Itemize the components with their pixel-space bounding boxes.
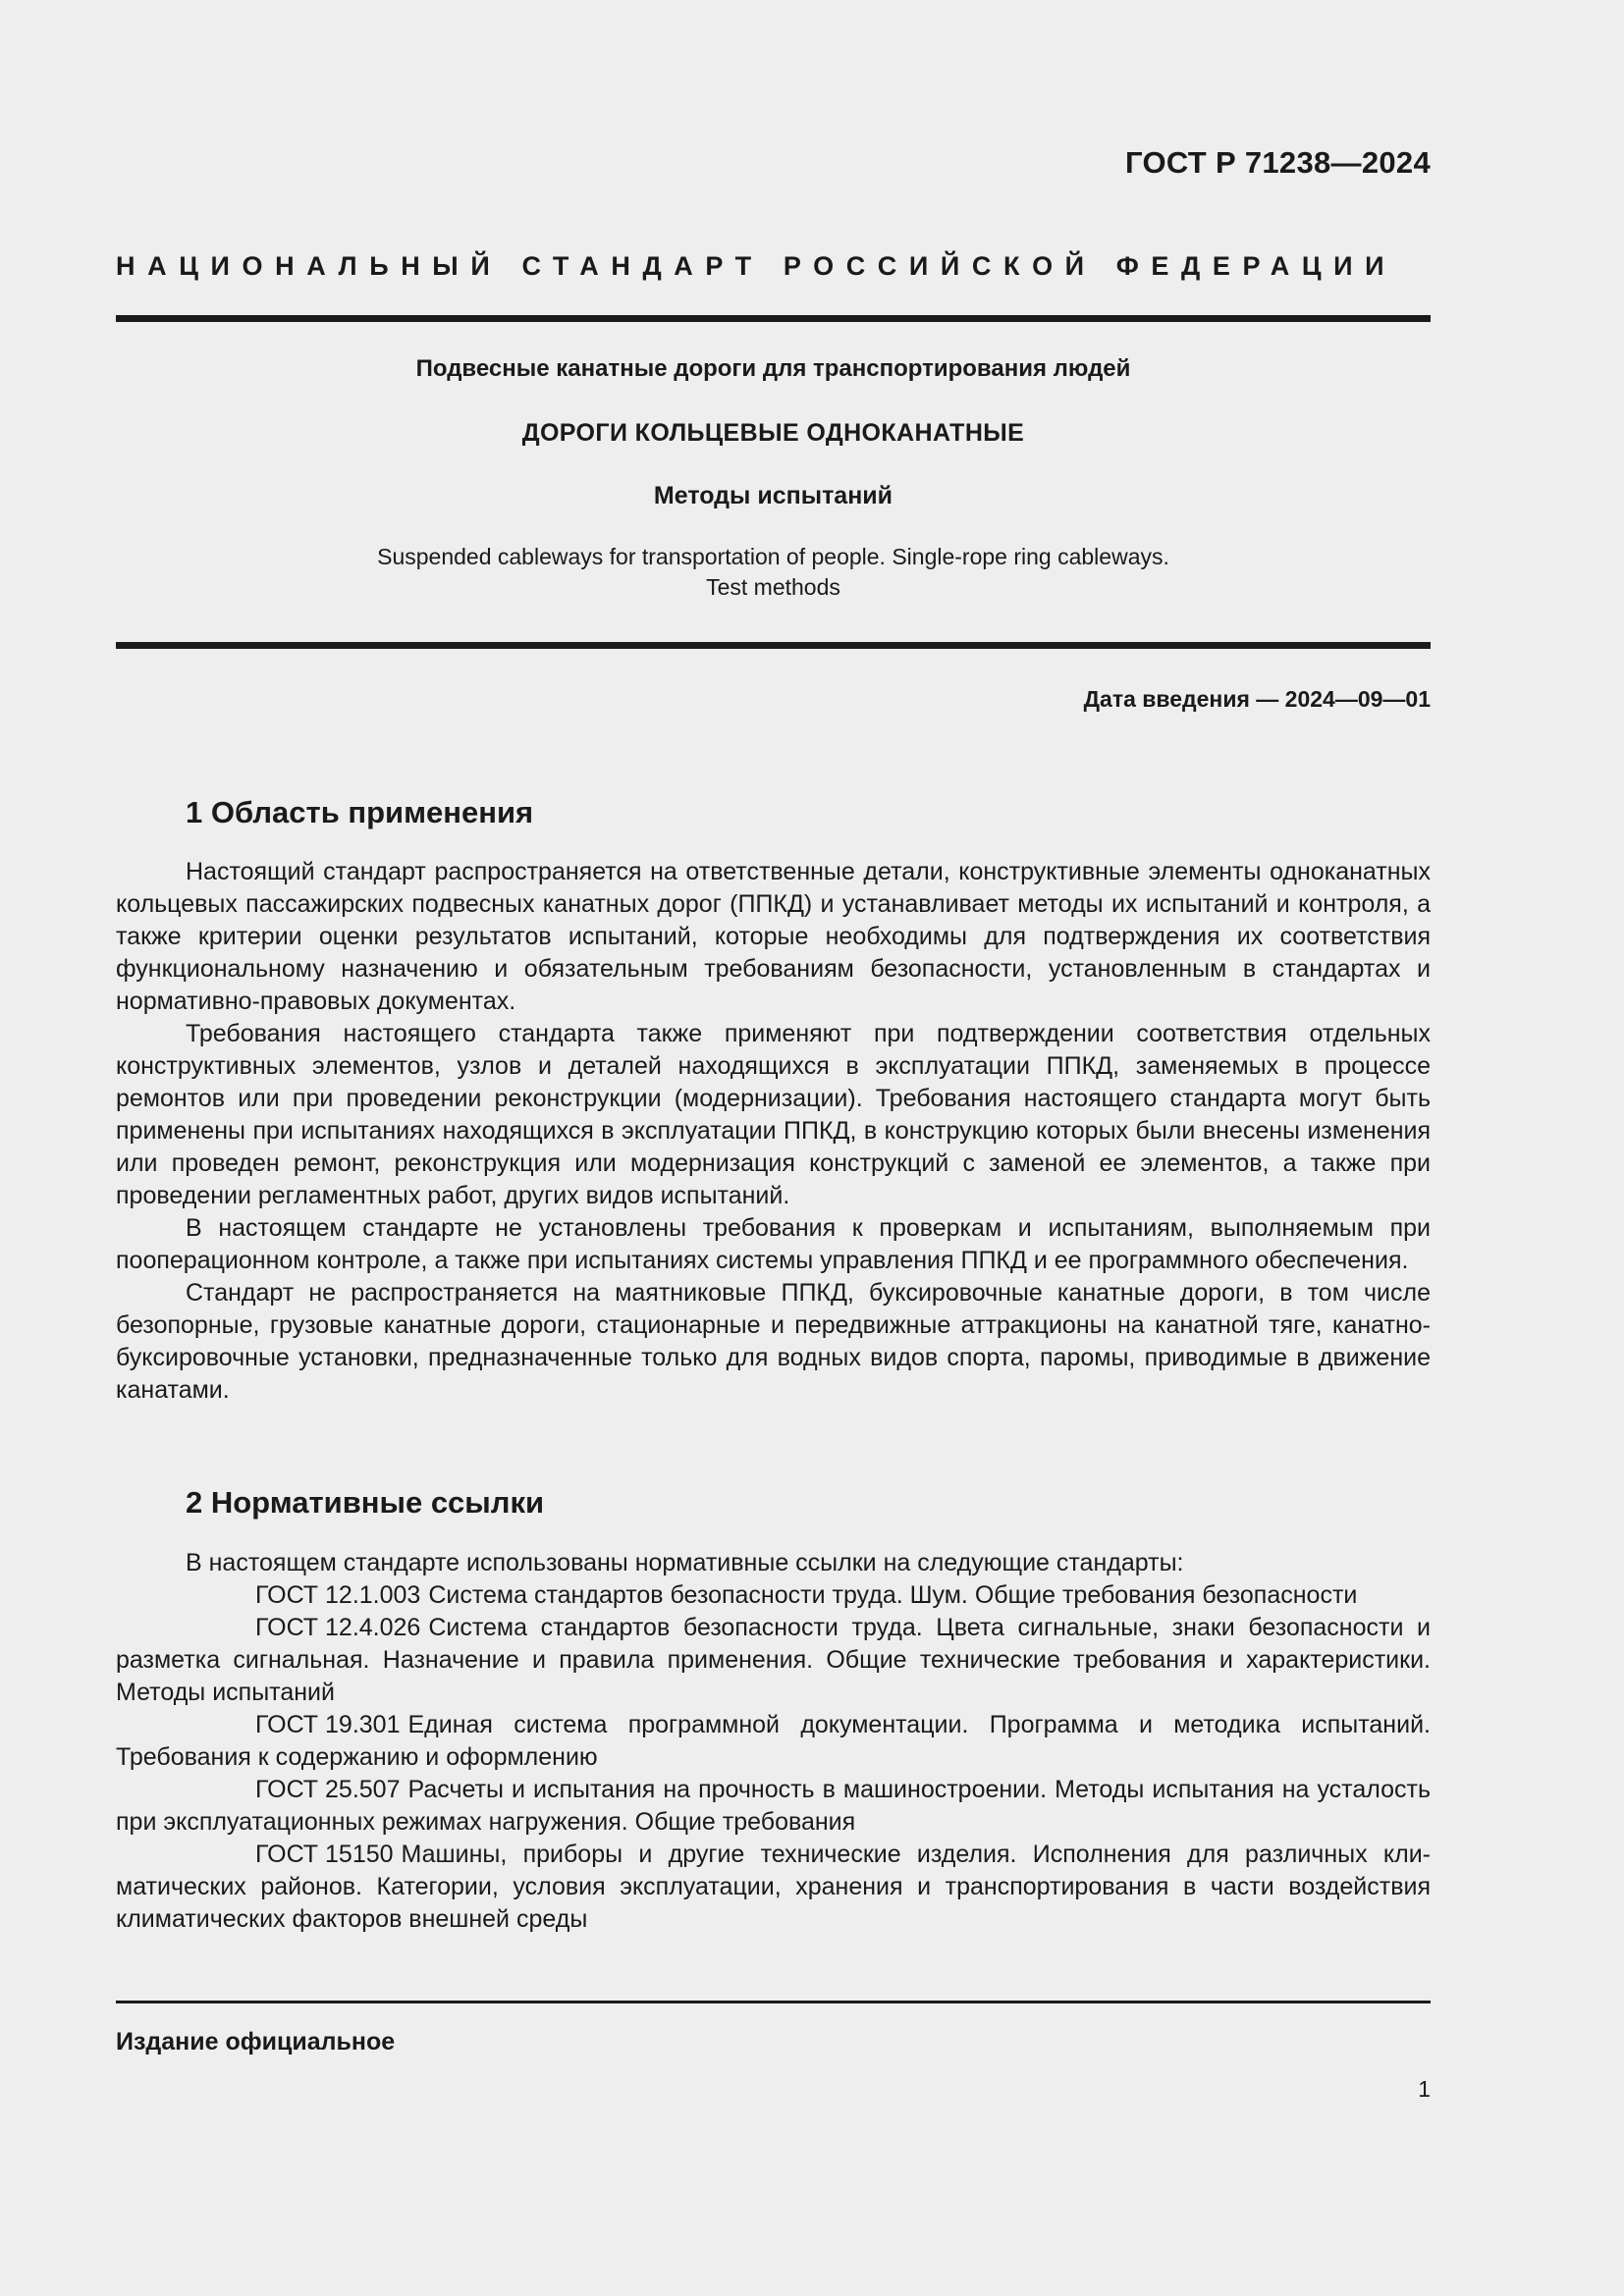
reference-title: Машины, приборы и другие технические изделия. Исполнения для различных климатических районов. Категории, условия эксплуатации, хранения и транспортирования в части воздействия климатических факторов внешней среды bbox=[116, 1841, 1431, 1933]
reference-code: ГОСТ 12.4.026 bbox=[255, 1614, 421, 1641]
reference-item bbox=[116, 1612, 1431, 1709]
section-1-heading: 1 Область применения bbox=[186, 795, 534, 829]
reference-code: ГОСТ 19.301 bbox=[255, 1711, 401, 1738]
header-divider-top bbox=[116, 315, 1431, 322]
reference-title: Единая система программной документации. Программа и методика испытаний. Требования к содержанию и оформлению bbox=[116, 1711, 1431, 1771]
section-1-paragraph: Требования настоящего стандарта также применяют при подтверждении соответствия отдельных конструктивных элементов, узлов и деталей находящихся в эксплуатации ППКД, заменяемых в процессе ремонтов или при проведении реконструкции (модернизации). Требования настоящего стандарта могут быть применены при испытаниях находящихся в эксплуатации ППКД, в конструкцию которых были внесены изменения или проведен ремонт, реконструкция или модернизация конструкций с заменой ее элементов, а также при проведении регламентных работ, других видов испытаний. bbox=[116, 1020, 1431, 1209]
title-english-line-2: Test methods bbox=[706, 574, 840, 600]
reference-title: Система стандартов безопасности труда. Цвета сигнальные, знаки безопасности и разметка сигнальная. Назначение и правила применения. Общие технические требования и характеристики. Методы испытаний bbox=[116, 1614, 1431, 1706]
introduction-date: Дата введения — 2024—09—01 bbox=[1083, 686, 1431, 712]
section-1-paragraph: Стандарт не распространяется на маятниковые ППКД, буксировочные канатные дороги, в том числе безопорные, грузовые канатные дороги, стационарные и передвижные аттракционы на канатной тяге, канатно-буксировочные установки, предназначенные только для водных видов спорта, паромы, приводимые в движение канатами. bbox=[116, 1279, 1431, 1404]
reference-code: ГОСТ 25.507 bbox=[255, 1776, 401, 1803]
section-2-intro: В настоящем стандарте использованы нормативные ссылки на следующие стандарты: bbox=[186, 1549, 1184, 1576]
reference-item bbox=[116, 1579, 1431, 1612]
title-subtitle: Методы испытаний bbox=[653, 482, 893, 509]
reference-code: ГОСТ 12.1.003 bbox=[255, 1581, 421, 1609]
section-1-paragraph: Настоящий стандарт распространяется на ответственные детали, конструктивные элементы одноканатных кольцевых пассажирских подвесных канатных дорог (ППКД) и устанавливает методы их испытаний и контроля, а также критерии оценки результатов испытаний, которые необходимы для подтверждения их соответствия функциональному назначению и обязательным требованиям безопасности, установленным в стандартах и нормативно-правовых документах. bbox=[116, 858, 1431, 1015]
reference-code: ГОСТ 15150 bbox=[255, 1841, 394, 1868]
national-standard-title: НАЦИОНАЛЬНЫЙ СТАНДАРТ РОССИЙСКОЙ ФЕДЕРАЦИИ bbox=[116, 251, 1397, 281]
section-1-body bbox=[116, 856, 1431, 1407]
title-english-line-1: Suspended cableways for transportation of people. Single-rope ring cableways. bbox=[377, 544, 1169, 569]
standard-number: ГОСТ Р 71238—2024 bbox=[1125, 145, 1431, 180]
section-2-heading: 2 Нормативные ссылки bbox=[186, 1485, 545, 1520]
document-page bbox=[116, 0, 1431, 2296]
official-edition-label: Издание официальное bbox=[116, 2028, 396, 2056]
title-main: ДОРОГИ КОЛЬЦЕВЫЕ ОДНОКАНАТНЫЕ bbox=[521, 419, 1025, 447]
reference-title: Расчеты и испытания на прочность в машиностроении. Методы испытания на усталость при эксплуатационных режимах нагружения. Общие требования bbox=[116, 1776, 1431, 1836]
reference-item bbox=[116, 1709, 1431, 1774]
reference-item bbox=[116, 1839, 1431, 1936]
section-1-paragraph: В настоящем стандарте не установлены требования к проверкам и испытаниям, выполняемым при пооперационном контроле, а также при испытаниях системы управления ППКД и ее программного обеспечения. bbox=[116, 1214, 1431, 1274]
header-divider-bottom bbox=[116, 642, 1431, 649]
reference-item bbox=[116, 1774, 1431, 1839]
footer-divider bbox=[116, 2001, 1431, 2003]
title-series: Подвесные канатные дороги для транспортирования людей bbox=[415, 355, 1131, 382]
section-2-body bbox=[116, 1547, 1431, 1936]
page-number: 1 bbox=[1418, 2076, 1431, 2102]
reference-title: Система стандартов безопасности труда. Шум. Общие требования безопасности bbox=[428, 1581, 1358, 1609]
